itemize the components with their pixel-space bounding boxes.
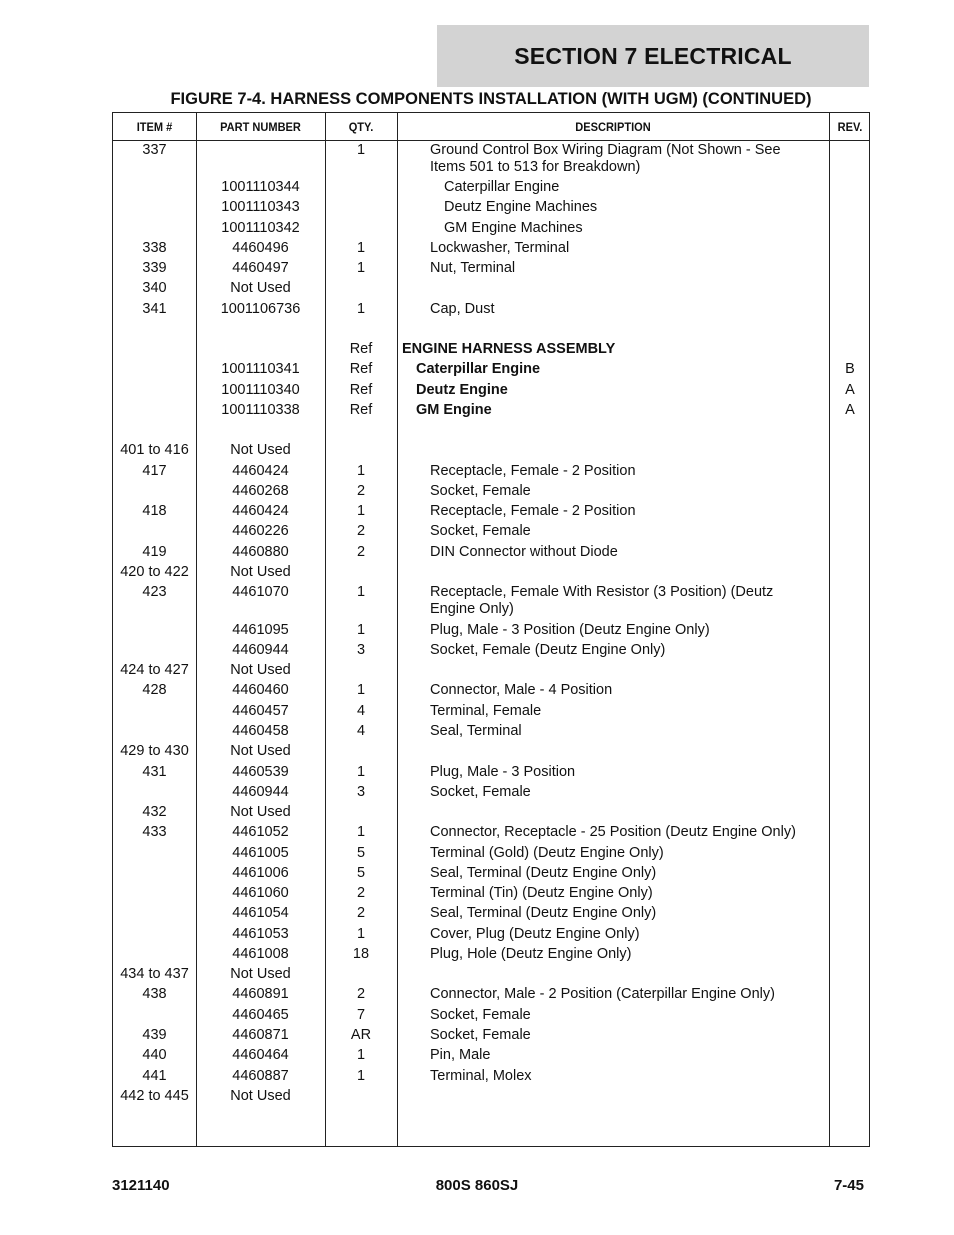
item-number: 419 <box>142 544 167 560</box>
quantity: 7 <box>356 1007 366 1023</box>
part-number: 4460496 <box>232 240 289 256</box>
revision: B <box>845 361 855 377</box>
item-number: 434 to 437 <box>120 966 189 982</box>
part-number: 4460458 <box>232 723 289 739</box>
part-number: 4460465 <box>232 1007 289 1023</box>
part-number: Not Used <box>230 743 291 759</box>
item-number: 433 <box>142 824 167 840</box>
description: Connector, Male - 2 Position (Caterpillar Engine Only) <box>430 986 775 1002</box>
description: Seal, Terminal (Deutz Engine Only) <box>430 905 657 921</box>
description: Plug, Male - 3 Position (Deutz Engine Only) <box>430 622 710 638</box>
quantity: 3 <box>356 642 366 658</box>
description: Socket, Female (Deutz Engine Only) <box>430 642 666 658</box>
description: Terminal, Female <box>430 703 542 719</box>
description: Socket, Female <box>430 483 531 499</box>
quantity: 1 <box>356 622 366 638</box>
quantity: Ref <box>349 402 373 418</box>
part-number: 4460460 <box>232 682 289 698</box>
footer-model: 800S 860SJ <box>435 1177 519 1194</box>
part-number: Not Used <box>230 564 291 580</box>
quantity: 4 <box>356 723 366 739</box>
part-number: 4461052 <box>232 824 289 840</box>
part-number: Not Used <box>230 1088 291 1104</box>
item-number: 423 <box>142 584 167 600</box>
quantity: 1 <box>356 503 366 519</box>
part-number: Not Used <box>230 662 291 678</box>
quantity: 5 <box>356 845 366 861</box>
quantity: 2 <box>356 544 366 560</box>
quantity: 18 <box>352 946 370 962</box>
quantity: 1 <box>356 1047 366 1063</box>
part-number: 4460457 <box>232 703 289 719</box>
quantity: 1 <box>356 301 366 317</box>
item-number: 431 <box>142 764 167 780</box>
item-number: 338 <box>142 240 167 256</box>
header-item: ITEM # <box>136 119 173 134</box>
item-number: 417 <box>142 463 167 479</box>
description: Pin, Male <box>430 1047 491 1063</box>
item-number: 442 to 445 <box>120 1088 189 1104</box>
part-number: 1001110342 <box>221 220 300 236</box>
header-rev: REV. <box>837 119 863 134</box>
description: Ground Control Box Wiring Diagram (Not Shown - See Items 501 to 513 for Breakdown) <box>430 142 781 175</box>
item-number: 438 <box>142 986 167 1002</box>
quantity: 2 <box>356 986 366 1002</box>
description: ENGINE HARNESS ASSEMBLY <box>402 341 616 357</box>
header-part-number: PART NUMBER <box>220 119 301 134</box>
item-number: 424 to 427 <box>120 662 189 678</box>
figure-title: FIGURE 7-4. HARNESS COMPONENTS INSTALLATION (WITH UGM) (CONTINUED) <box>170 90 812 108</box>
revision: A <box>845 402 855 418</box>
item-number: 420 to 422 <box>120 564 189 580</box>
quantity: 4 <box>356 703 366 719</box>
quantity: 1 <box>356 463 366 479</box>
footer-doc-number: 3121140 <box>112 1177 170 1194</box>
quantity: AR <box>350 1027 372 1043</box>
item-number: 429 to 430 <box>120 743 189 759</box>
part-number: 4460497 <box>232 260 289 276</box>
description: Socket, Female <box>430 1027 531 1043</box>
part-number: 4461005 <box>232 845 289 861</box>
header-description: DESCRIPTION <box>575 119 651 134</box>
part-number: 1001110338 <box>221 402 300 418</box>
part-number: 4461070 <box>232 584 289 600</box>
description: Receptacle, Female - 2 Position <box>430 503 636 519</box>
part-number: 4460944 <box>232 784 289 800</box>
part-number: 1001110343 <box>221 199 300 215</box>
description: GM Engine <box>416 402 492 418</box>
part-number: Not Used <box>230 804 291 820</box>
quantity: 1 <box>356 240 366 256</box>
part-number: 4460226 <box>232 523 289 539</box>
item-number: 340 <box>142 280 167 296</box>
revision: A <box>845 382 855 398</box>
description: Socket, Female <box>430 1007 531 1023</box>
description: Deutz Engine <box>416 382 508 398</box>
item-number: 428 <box>142 682 167 698</box>
quantity: 1 <box>356 682 366 698</box>
part-number: 4461095 <box>232 622 289 638</box>
description: Receptacle, Female With Resistor (3 Position) (Deutz Engine Only) <box>430 584 774 617</box>
part-number: 1001110341 <box>221 361 300 377</box>
part-number: 4461053 <box>232 926 289 942</box>
description: Terminal (Tin) (Deutz Engine Only) <box>430 885 653 901</box>
quantity: 1 <box>356 584 366 600</box>
quantity: 2 <box>356 905 366 921</box>
part-number: 1001110340 <box>221 382 300 398</box>
part-number: 4461054 <box>232 905 289 921</box>
part-number: 4460539 <box>232 764 289 780</box>
description: Caterpillar Engine <box>416 361 541 377</box>
part-number: 4460424 <box>232 503 289 519</box>
item-number: 439 <box>142 1027 167 1043</box>
part-number: 4460944 <box>232 642 289 658</box>
item-number: 440 <box>142 1047 167 1063</box>
part-number: Not Used <box>230 442 291 458</box>
parts-table <box>112 112 870 1147</box>
part-number: 4461006 <box>232 865 289 881</box>
item-number: 337 <box>142 142 167 158</box>
item-number: 341 <box>142 301 167 317</box>
description: Nut, Terminal <box>430 260 516 276</box>
quantity: 1 <box>356 260 366 276</box>
item-number: 339 <box>142 260 167 276</box>
description: Terminal, Molex <box>430 1068 532 1084</box>
description: Terminal (Gold) (Deutz Engine Only) <box>430 845 664 861</box>
description: Cap, Dust <box>430 301 495 317</box>
part-number: Not Used <box>230 966 291 982</box>
part-number: 4460871 <box>232 1027 289 1043</box>
item-number: 401 to 416 <box>120 442 189 458</box>
description: Lockwasher, Terminal <box>430 240 570 256</box>
part-number: 4460880 <box>232 544 289 560</box>
part-number: 4460268 <box>232 483 289 499</box>
part-number: 4461008 <box>232 946 289 962</box>
quantity: 3 <box>356 784 366 800</box>
part-number: 4460464 <box>232 1047 289 1063</box>
description: GM Engine Machines <box>444 220 583 236</box>
quantity: 2 <box>356 523 366 539</box>
description: Connector, Receptacle - 25 Position (Deutz Engine Only) <box>430 824 796 840</box>
quantity: 1 <box>356 824 366 840</box>
part-number: 1001106736 <box>220 301 301 317</box>
footer-page-number: 7-45 <box>833 1177 864 1194</box>
part-number: Not Used <box>230 280 291 296</box>
description: Socket, Female <box>430 784 531 800</box>
description: Caterpillar Engine <box>444 179 560 195</box>
quantity: Ref <box>349 341 373 357</box>
part-number: 1001110344 <box>221 179 300 195</box>
part-number: 4460887 <box>232 1068 289 1084</box>
quantity: 1 <box>356 764 366 780</box>
description: Socket, Female <box>430 523 531 539</box>
description: Connector, Male - 4 Position <box>430 682 613 698</box>
item-number: 432 <box>142 804 167 820</box>
section-header: SECTION 7 ELECTRICAL <box>437 25 869 87</box>
quantity: 1 <box>356 926 366 942</box>
table-body <box>113 140 869 1146</box>
description: Receptacle, Female - 2 Position <box>430 463 636 479</box>
quantity: Ref <box>349 382 373 398</box>
quantity: 1 <box>356 142 366 158</box>
quantity: 2 <box>356 885 366 901</box>
quantity: Ref <box>349 361 373 377</box>
description: Deutz Engine Machines <box>444 199 598 215</box>
header-qty: QTY. <box>348 119 374 134</box>
part-number: 4461060 <box>232 885 289 901</box>
quantity: 2 <box>356 483 366 499</box>
item-number: 441 <box>142 1068 167 1084</box>
description: Seal, Terminal (Deutz Engine Only) <box>430 865 657 881</box>
description: Plug, Hole (Deutz Engine Only) <box>430 946 632 962</box>
description: Cover, Plug (Deutz Engine Only) <box>430 926 640 942</box>
quantity: 1 <box>356 1068 366 1084</box>
description: Plug, Male - 3 Position <box>430 764 576 780</box>
description: DIN Connector without Diode <box>430 544 618 560</box>
item-number: 418 <box>142 503 167 519</box>
part-number: 4460424 <box>232 463 289 479</box>
quantity: 5 <box>356 865 366 881</box>
description: Seal, Terminal <box>430 723 522 739</box>
part-number: 4460891 <box>232 986 289 1002</box>
